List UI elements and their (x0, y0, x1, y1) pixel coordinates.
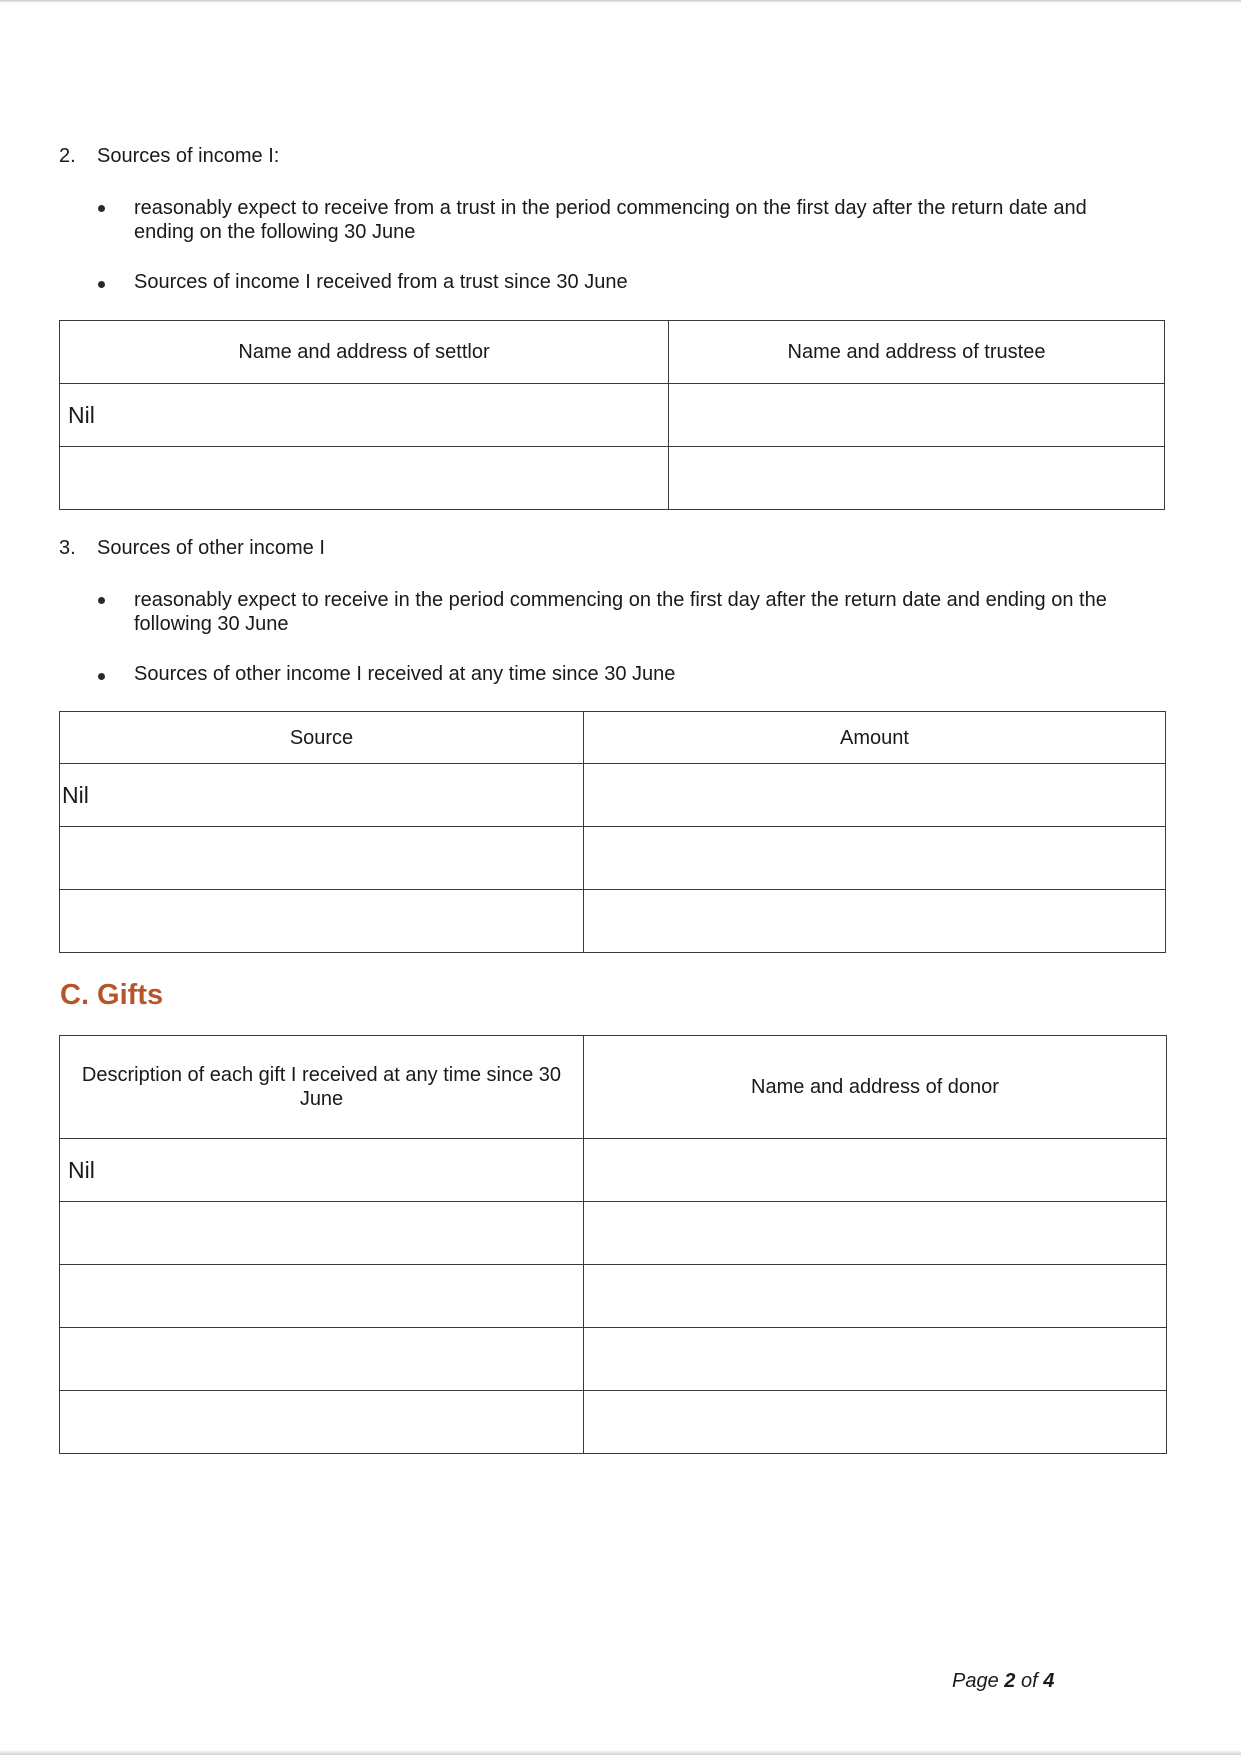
table-row (60, 764, 1166, 827)
page-label: Page (952, 1670, 999, 1692)
table-row (60, 1265, 1167, 1328)
gift-description-cell[interactable] (60, 1391, 584, 1454)
page-current: 2 (1004, 1670, 1016, 1692)
scan-edge-top (0, 0, 1241, 3)
table-header-row (60, 321, 1165, 384)
trustee-cell[interactable] (669, 447, 1165, 510)
item-2-number: 2. (59, 145, 76, 167)
other-income-table (59, 711, 1166, 953)
amount-cell[interactable] (584, 890, 1166, 953)
section-c-heading: C. Gifts (60, 979, 164, 1011)
settlor-cell[interactable]: Nil (60, 384, 669, 447)
trust-income-table (59, 320, 1165, 510)
trustee-cell[interactable] (669, 384, 1165, 447)
gift-description-cell[interactable] (60, 1328, 584, 1391)
bullet-icon (98, 281, 105, 288)
page-number (952, 1670, 1054, 1693)
bullet-icon (98, 597, 105, 604)
table-row (60, 890, 1166, 953)
item-3-title: Sources of other income I (97, 537, 325, 559)
table-row (60, 827, 1166, 890)
item-2-bullet-2: Sources of income I received from a trust since 30 June (134, 271, 628, 293)
gift-description-cell[interactable]: Nil (60, 1139, 584, 1202)
item-3-bullet-2: Sources of other income I received at any time since 30 June (134, 663, 676, 685)
donor-column-header: Name and address of donor (584, 1036, 1167, 1139)
table-header-row (60, 1036, 1167, 1139)
table-row (60, 1328, 1167, 1391)
bullet-icon (98, 673, 105, 680)
scan-edge-bottom (0, 1750, 1241, 1755)
settlor-cell[interactable] (60, 447, 669, 510)
table-row (60, 447, 1165, 510)
gift-description-column-header: Description of each gift I received at any time since 30 June (60, 1036, 584, 1139)
page-total: 4 (1043, 1670, 1055, 1692)
item-3-number: 3. (59, 537, 76, 559)
item-3-bullet-1: reasonably expect to receive in the period commencing on the first day after the return date and ending on the following 30 June (134, 589, 1107, 635)
page-of: of (1020, 1670, 1038, 1692)
amount-column-header: Amount (584, 712, 1166, 764)
donor-cell[interactable] (584, 1391, 1167, 1454)
donor-cell[interactable] (584, 1265, 1167, 1328)
source-cell[interactable] (60, 827, 584, 890)
donor-cell[interactable] (584, 1139, 1167, 1202)
gifts-table (59, 1035, 1167, 1454)
item-2-title: Sources of income I: (97, 145, 280, 167)
bullet-icon (98, 205, 105, 212)
table-row (60, 1391, 1167, 1454)
table-row (60, 1139, 1167, 1202)
amount-cell[interactable] (584, 764, 1166, 827)
source-cell[interactable]: Nil (60, 764, 584, 827)
source-column-header: Source (60, 712, 584, 764)
source-cell[interactable] (60, 890, 584, 953)
gift-description-cell[interactable] (60, 1265, 584, 1328)
table-row (60, 1202, 1167, 1265)
donor-cell[interactable] (584, 1328, 1167, 1391)
settlor-column-header: Name and address of settlor (60, 321, 669, 384)
gift-description-cell[interactable] (60, 1202, 584, 1265)
table-header-row (60, 712, 1166, 764)
trustee-column-header: Name and address of trustee (669, 321, 1165, 384)
amount-cell[interactable] (584, 827, 1166, 890)
donor-cell[interactable] (584, 1202, 1167, 1265)
table-row (60, 384, 1165, 447)
item-2-bullet-1: reasonably expect to receive from a trust in the period commencing on the first day after the return date and ending on the following 30 June (134, 197, 1087, 243)
